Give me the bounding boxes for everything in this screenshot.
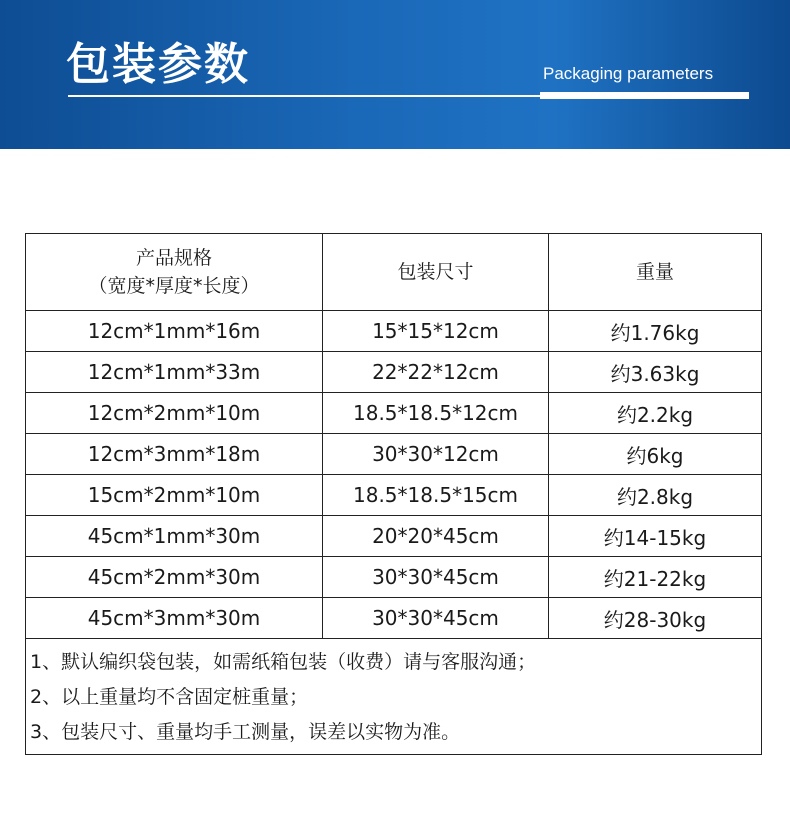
spec-cell: 12cm*1mm*16m (26, 311, 323, 352)
size-cell: 30*30*12cm (323, 434, 549, 475)
header-banner (0, 0, 790, 149)
spec-cell: 45cm*3mm*30m (26, 598, 323, 639)
size-cell: 15*15*12cm (323, 311, 549, 352)
size-cell: 18.5*18.5*12cm (323, 393, 549, 434)
notes-block (26, 639, 761, 750)
table-row (26, 598, 761, 639)
note-item: 2、以上重量均不含固定桩重量； (30, 686, 309, 708)
column-header-size (323, 234, 549, 311)
column-header-spec-label: 产品规格 (135, 247, 212, 269)
size-cell: 22*22*12cm (323, 352, 549, 393)
spec-cell: 12cm*3mm*18m (26, 434, 323, 475)
weight-cell: 约1.76kg (549, 311, 762, 352)
spec-cell: 12cm*1mm*33m (26, 352, 323, 393)
size-cell: 30*30*45cm (323, 598, 549, 639)
size-cell: 20*20*45cm (323, 516, 549, 557)
size-cell: 18.5*18.5*15cm (323, 475, 549, 516)
table-row (26, 516, 761, 557)
weight-cell: 约28-30kg (549, 598, 762, 639)
weight-cell: 约14-15kg (549, 516, 762, 557)
column-header-weight (549, 234, 762, 311)
table-row (26, 393, 761, 434)
table-row (26, 311, 761, 352)
table-header-row (26, 234, 761, 311)
page-subtitle: Packaging parameters (543, 64, 714, 83)
weight-cell: 约21-22kg (549, 557, 762, 598)
column-header-spec-sublabel: （宽度*厚度*长度） (88, 275, 260, 297)
column-header-spec (26, 234, 323, 311)
spec-cell: 15cm*2mm*10m (26, 475, 323, 516)
weight-cell: 约2.2kg (549, 393, 762, 434)
spec-cell: 45cm*1mm*30m (26, 516, 323, 557)
title-underline (68, 95, 540, 97)
weight-cell: 约6kg (549, 434, 762, 475)
page-title: 包装参数 (66, 39, 250, 90)
packaging-table (26, 234, 761, 639)
table-row (26, 434, 761, 475)
note-item: 1、默认编织袋包装，如需纸箱包装（收费）请与客服沟通； (30, 651, 537, 673)
table-row (26, 352, 761, 393)
note-item: 3、包装尺寸、重量均手工测量，误差以实物为准。 (30, 721, 461, 743)
spec-cell: 45cm*2mm*30m (26, 557, 323, 598)
size-cell: 30*30*45cm (323, 557, 549, 598)
weight-cell: 约2.8kg (549, 475, 762, 516)
column-header-size-label: 包装尺寸 (397, 261, 474, 283)
spec-cell: 12cm*2mm*10m (26, 393, 323, 434)
table-row (26, 475, 761, 516)
weight-cell: 约3.63kg (549, 352, 762, 393)
table-row (26, 557, 761, 598)
column-header-weight-label: 重量 (635, 261, 674, 283)
packaging-sheet (25, 233, 762, 755)
subtitle-underline-bar (540, 92, 749, 99)
